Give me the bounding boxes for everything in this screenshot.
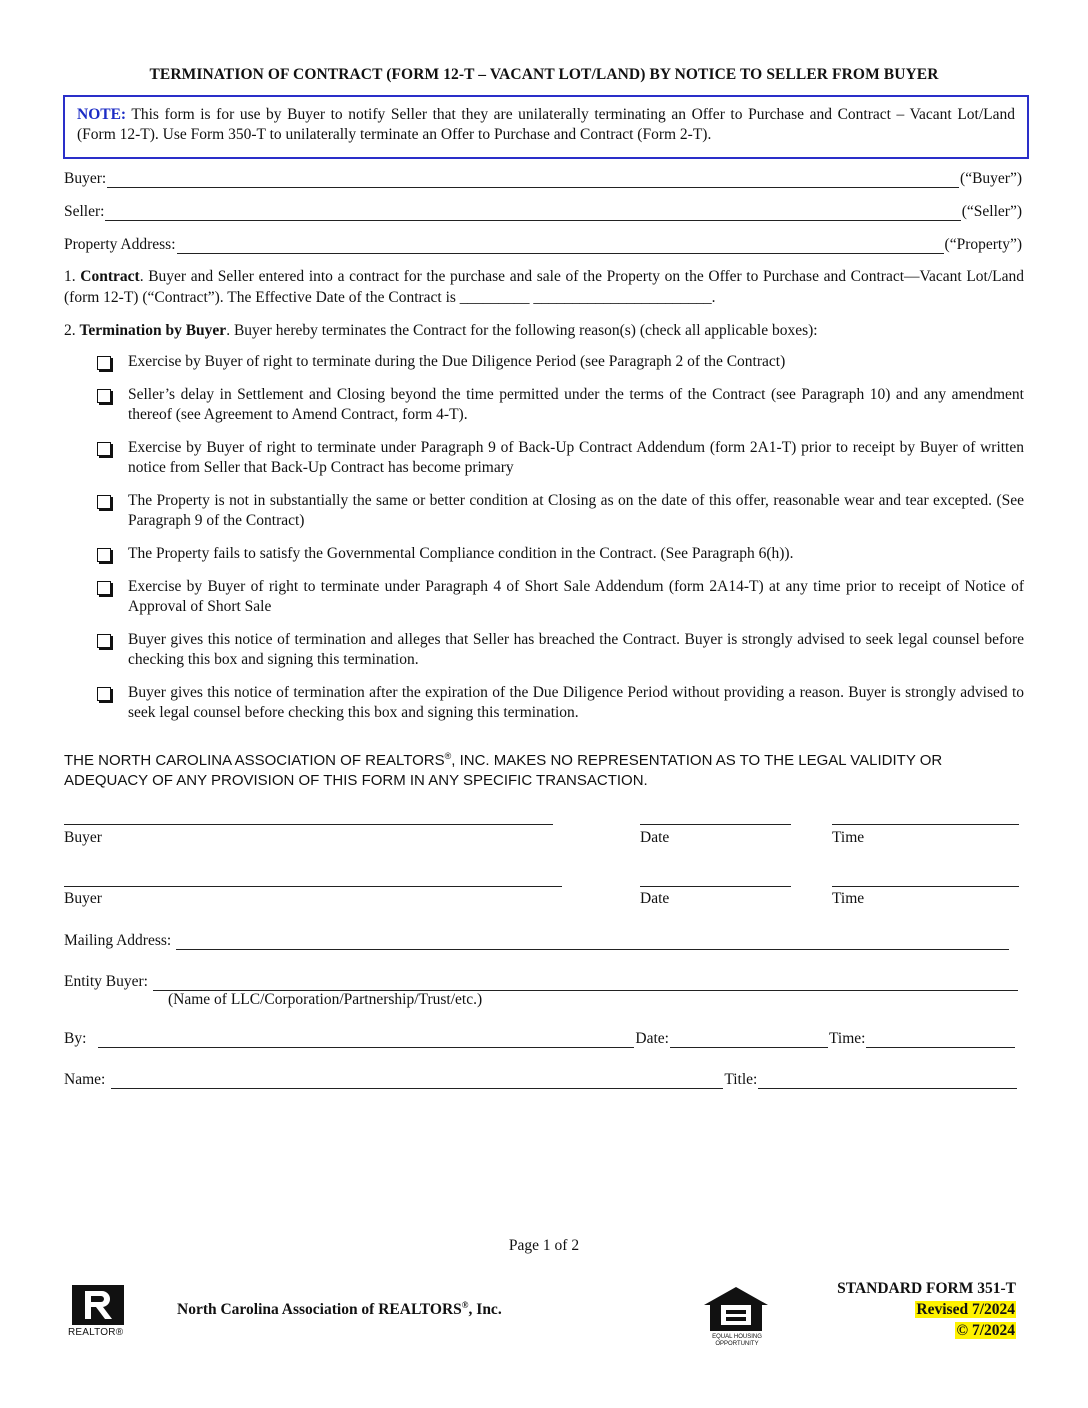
- disclaimer-text: , INC. MAKES NO REPRESENTATION AS TO THE LEGAL VALIDITY OR ADEQUACY OF ANY PROVISION OF THIS FORM IN ANY SPECIFIC TRANSACTION.: [64, 752, 943, 789]
- association-name: [177, 1300, 502, 1319]
- seller-suffix: (“Seller”): [961, 203, 1022, 220]
- association-suffix: , Inc.: [468, 1301, 502, 1319]
- property-label: Property Address:: [64, 236, 176, 253]
- note-box: [63, 95, 1029, 159]
- property-input-line[interactable]: [177, 239, 944, 254]
- buyer-signature-line-1[interactable]: [64, 823, 553, 825]
- buyer-field-row: [64, 168, 1022, 188]
- association-text: North Carolina Association of REALTORS: [177, 1301, 462, 1319]
- equal-housing-logo: [702, 1285, 770, 1349]
- note-text: This form is for use by Buyer to notify Seller that they are unilaterally terminating an Offer to Purchase and Contract – Vacant Lot/Land (Form 12-T). Use Form 350-T to unilaterally terminate an Offer to Purchase and Contract (Form 2-T).: [77, 106, 1015, 143]
- section-text: . Buyer and Seller entered into a contract for the purchase and sale of the Property on the Offer to Purchase and Contract—Vacant Lot/Land (form 12-T) (“Contract”). The Effective Date of the Contract is _________ _______________________.: [64, 268, 1025, 306]
- section-heading: Termination by Buyer: [79, 322, 227, 339]
- mailing-label: Mailing Address:: [64, 932, 172, 949]
- date-label: Date: [640, 890, 670, 907]
- buyer-suffix: (“Buyer”): [960, 170, 1022, 187]
- mailing-input-line[interactable]: [176, 935, 1009, 950]
- seller-field-row: [64, 201, 1022, 221]
- name-label: Name:: [64, 1071, 106, 1088]
- reason-item: Seller’s delay in Settlement and Closing beyond the time permitted under the terms of the Contract (see Paragraph 10) and any amendment thereof (see Agreement to Amend Contract, form 4-T).: [128, 386, 1024, 423]
- name-input-line[interactable]: [111, 1074, 723, 1089]
- by-date-input-line[interactable]: [670, 1033, 828, 1048]
- section-number: 2.: [64, 322, 80, 339]
- reason-item: Buyer gives this notice of termination after the expiration of the Due Diligence Period without providing a reason. Buyer is strongly advised to seek legal counsel before checking this box and signing this termination.: [128, 684, 1024, 721]
- property-suffix: (“Property”): [944, 236, 1022, 253]
- buyer-date-line-1[interactable]: [640, 823, 791, 825]
- buyer-label: Buyer:: [64, 170, 107, 187]
- copyright-label: © 7/2024: [956, 1322, 1015, 1339]
- reason-checkbox-5[interactable]: [97, 548, 111, 562]
- time-label: Time: [832, 829, 865, 846]
- reason-checkbox-2[interactable]: [97, 389, 111, 403]
- by-date-label: Date:: [635, 1030, 669, 1047]
- reason-item: The Property fails to satisfy the Governmental Compliance condition in the Contract. (See Paragraph 6(h)).: [128, 545, 794, 562]
- form-title: TERMINATION OF CONTRACT (FORM 12-T – VACANT LOT/LAND) BY NOTICE TO SELLER FROM BUYER: [149, 66, 939, 83]
- equal-housing-icon: [702, 1285, 770, 1333]
- entity-buyer-row: [64, 971, 1019, 991]
- realtor-logo: [70, 1283, 126, 1340]
- reason-checkbox-7[interactable]: [97, 634, 111, 648]
- reason-checkbox-1[interactable]: [97, 356, 111, 370]
- reason-item: The Property is not in substantially the same or better condition at Closing as on the date of this offer, reasonable wear and tear excepted. (See Paragraph 9 of the Contract): [128, 492, 1024, 529]
- section-text: . Buyer hereby terminates the Contract for the following reason(s) (check all applicable boxes):: [226, 322, 818, 339]
- section-number: 1.: [64, 268, 81, 285]
- equal-housing-text: EQUAL HOUSING OPPORTUNITY: [712, 1334, 762, 1347]
- reason-checkbox-4[interactable]: [97, 495, 111, 509]
- disclaimer: [64, 746, 994, 791]
- buyer-label: Buyer: [64, 829, 102, 846]
- page-number: Page 1 of 2: [508, 1237, 580, 1254]
- form-id-block: [780, 1278, 1016, 1341]
- registered-mark: ®: [444, 751, 452, 761]
- buyer-time-line-1[interactable]: [832, 823, 1019, 825]
- title-input-line[interactable]: [758, 1074, 1017, 1089]
- by-time-label: Time:: [828, 1030, 866, 1047]
- date-label: Date: [640, 829, 670, 846]
- property-field-row: [64, 234, 1022, 254]
- mailing-address-row: [64, 930, 1010, 950]
- buyer-signature-line-2[interactable]: [64, 885, 562, 887]
- by-row: [64, 1028, 1016, 1048]
- seller-label: Seller:: [64, 203, 105, 220]
- realtor-logo-text: REALTOR®: [68, 1327, 124, 1338]
- entity-input-line[interactable]: [153, 976, 1018, 991]
- entity-label: Entity Buyer:: [64, 973, 148, 990]
- buyer-date-line-2[interactable]: [640, 885, 791, 887]
- reason-item: Exercise by Buyer of right to terminate under Paragraph 4 of Short Sale Addendum (form 2A14-T) at any time prior to receipt of Notice of Approval of Short Sale: [128, 578, 1024, 615]
- revised-label: Revised 7/2024: [916, 1301, 1015, 1318]
- by-time-input-line[interactable]: [866, 1033, 1015, 1048]
- title-label: Title:: [724, 1071, 758, 1088]
- buyer-time-line-2[interactable]: [832, 885, 1019, 887]
- name-row: [64, 1069, 1018, 1089]
- buyer-label: Buyer: [64, 890, 102, 907]
- reason-checkbox-3[interactable]: [97, 442, 111, 456]
- reason-item: Exercise by Buyer of right to terminate under Paragraph 9 of Back-Up Contract Addendum (form 2A1-T) prior to receipt by Buyer of written notice from Seller that Back-Up Contract has become primary: [128, 439, 1024, 476]
- buyer-input-line[interactable]: [107, 173, 959, 188]
- by-label: By:: [64, 1030, 87, 1047]
- registered-mark: ®: [461, 1300, 469, 1310]
- section-termination: [64, 320, 1024, 341]
- note-label: NOTE:: [77, 106, 127, 123]
- section-contract: [64, 266, 1024, 308]
- section-heading: Contract: [80, 268, 140, 285]
- reason-checkbox-6[interactable]: [97, 581, 111, 595]
- reason-item: Exercise by Buyer of right to terminate during the Due Diligence Period (see Paragraph 2 of the Contract): [128, 353, 786, 370]
- time-label: Time: [832, 890, 865, 907]
- disclaimer-text: THE NORTH CAROLINA ASSOCIATION OF REALTORS: [64, 752, 445, 769]
- reason-item: Buyer gives this notice of termination and alleges that Seller has breached the Contract. Buyer is strongly advised to seek legal counsel before checking this box and signing this termination.: [128, 631, 1024, 668]
- seller-input-line[interactable]: [105, 206, 960, 221]
- standard-form-label: STANDARD FORM 351-T: [837, 1280, 1016, 1297]
- by-input-line[interactable]: [98, 1033, 634, 1048]
- entity-hint: (Name of LLC/Corporation/Partnership/Trust/etc.): [168, 991, 483, 1008]
- reason-checkbox-8[interactable]: [97, 687, 111, 701]
